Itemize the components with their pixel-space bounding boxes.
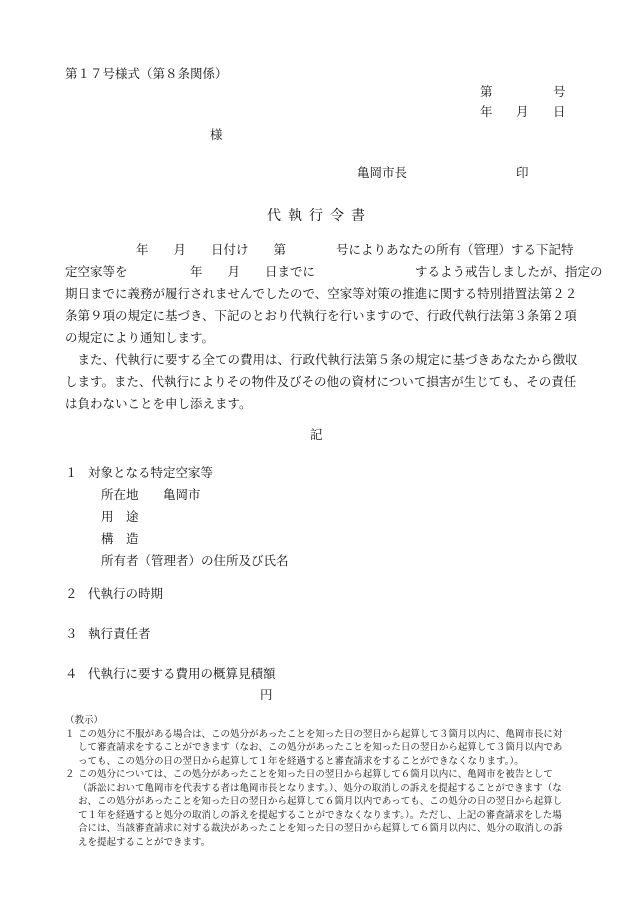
- form-label: 第１７号様式（第８条関係）: [65, 66, 228, 81]
- ki-heading: 記: [310, 427, 323, 442]
- item-1-number: １: [65, 465, 78, 480]
- note-1: [65, 728, 565, 769]
- note-2: [65, 768, 565, 849]
- body-line-8: は負わないことを申し添えます。: [65, 396, 252, 411]
- document-title: 代執行令書: [267, 208, 372, 224]
- location-value: 亀岡市: [163, 487, 201, 502]
- item-1-label: 対象となる特定空家等: [88, 465, 214, 480]
- owner-label: 所有者（管理者）の住所及び氏名: [101, 553, 289, 568]
- issuer-seal: 印: [516, 165, 529, 180]
- body-line-7: します。また、代執行によりその物件及びその他の資材について損害が生じても、その責任: [65, 374, 577, 389]
- doc-number-dai: 第: [480, 84, 493, 99]
- notes-section: [65, 714, 565, 849]
- doc-number-go: 号: [553, 84, 566, 99]
- structure-label: 構 造: [101, 531, 139, 546]
- date-day: 日: [553, 104, 566, 119]
- notes-heading: （教示）: [65, 715, 104, 726]
- date-month: 月: [516, 104, 529, 119]
- cost-unit: 円: [260, 687, 273, 702]
- body-line-6: また、代執行に要する全ての費用は、行政代執行法第５条の規定に基づきあなたから徴収: [65, 352, 578, 367]
- item-3-label: 執行責任者: [88, 626, 151, 641]
- body-line-3: 期日までに義務が履行されませんでしたので、空家等対策の推進に関する特別措置法第２２: [65, 286, 578, 301]
- item-4-label: 代執行に要する費用の概算見積額: [88, 666, 276, 681]
- note-2-text: この処分については、この処分があったことを知った日の翌日から起算して６箇月以内に、亀岡市を被告として（訴訟において亀岡市を代表する者は亀岡市長となります。）、処分の取消しの訴えを提起することができます（なお、この処分があったことを知った日の翌日から起算して６箇月以内であっても、この処分の日の翌日から起算して１年を経過すると処分の取消しの訴えを提起することができなくなります。）。ただし、上記の審査請求をした場合には、当該審査請求に対する裁決があったことを知った日の翌日から起算して６箇月以内に、処分の取消しの訴えを提起することができます。: [78, 769, 563, 848]
- item-3-number: ３: [65, 626, 78, 641]
- body-line-4: 条第９項の規定に基づき、下記のとおり代執行を行いますので、行政代執行法第３条第２項: [65, 308, 577, 323]
- location-label: 所在地: [101, 487, 139, 502]
- item-2-number: ２: [65, 586, 78, 601]
- body-line-5: の規定により通知します。: [65, 330, 215, 345]
- body-line-1: 年 月 日付け 第 号によりあなたの所有（管理）する下記特: [136, 242, 574, 257]
- date-year: 年: [480, 104, 493, 119]
- note-1-text: この処分に不服がある場合は、この処分があったことを知った日の翌日から起算して３箇月以内に、亀岡市長に対して審査請求をすることができます（なお、この処分があったことを知った日の翌日から起算して３箇月以内であっても、この処分の日の翌日から起算して１年を経過すると審査請求をすることができなくなります。）。: [78, 728, 563, 767]
- use-label: 用 途: [101, 509, 139, 524]
- item-4-number: ４: [65, 666, 78, 681]
- addressee-suffix: 様: [210, 127, 223, 142]
- body-line-2: 定空家等を 年 月 日までに するよう戒告しましたが、指定の: [65, 264, 603, 279]
- item-2-label: 代執行の時期: [88, 586, 164, 601]
- note-2-number: ２: [65, 769, 75, 780]
- issuer-title: 亀岡市長: [357, 165, 408, 180]
- note-1-number: １: [65, 728, 75, 740]
